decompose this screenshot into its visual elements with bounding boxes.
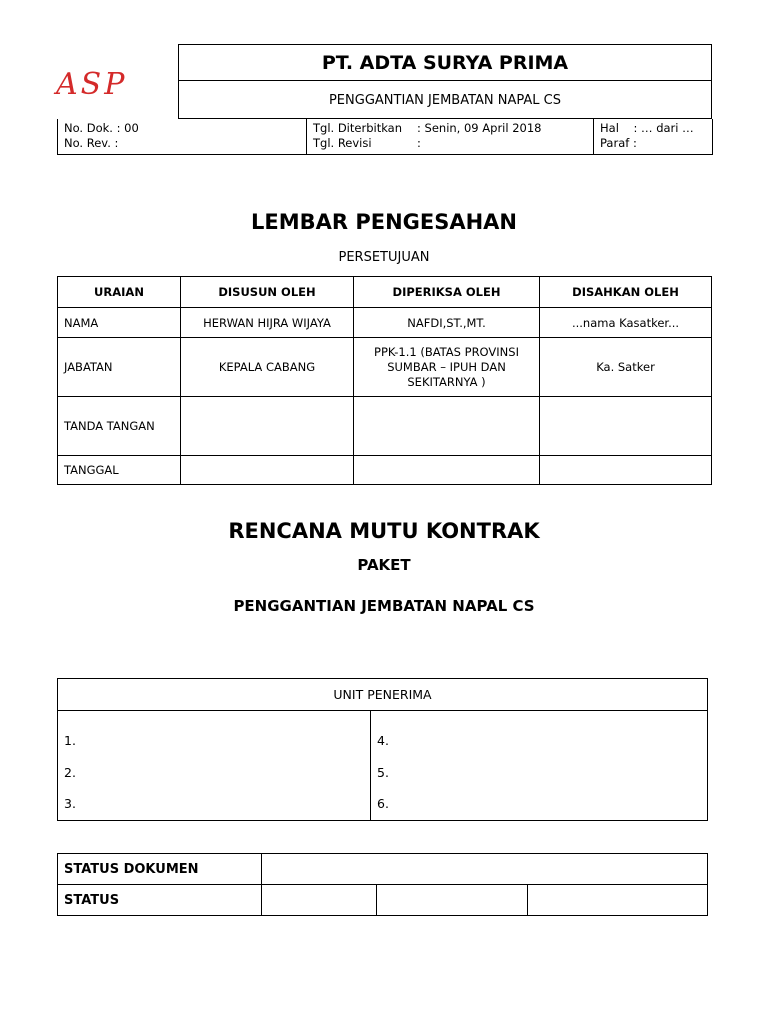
list-item: 1. — [64, 733, 76, 748]
table-row — [58, 885, 708, 916]
issued-label: Tgl. Diterbitkan — [313, 121, 402, 135]
document-header — [178, 44, 712, 119]
status-table — [57, 853, 708, 916]
recipient-header-row — [58, 679, 708, 711]
revision-label: Tgl. Revisi — [313, 136, 372, 150]
approval-table — [57, 276, 712, 485]
table-row — [58, 456, 712, 485]
company-logo — [56, 67, 178, 102]
recipient-left-column — [58, 711, 371, 821]
prepared-signature — [181, 397, 354, 456]
approval-header-row — [58, 277, 712, 308]
approval-subtitle: PERSETUJUAN — [338, 250, 430, 265]
approval-title: LEMBAR PENGESAHAN — [250, 210, 518, 234]
document-meta — [57, 119, 713, 155]
row-label: NAMA — [58, 308, 181, 338]
page-number: Hal : … dari … — [600, 121, 694, 135]
checked-name: NAFDI,ST.,MT. — [354, 308, 540, 338]
logo-text: ASP — [56, 67, 128, 102]
package-label: PAKET — [357, 556, 411, 574]
approved-name: ...nama Kasatker... — [540, 308, 712, 338]
rev-number: No. Rev. : — [64, 136, 119, 150]
prepared-name: HERWAN HIJRA WIJAYA — [181, 308, 354, 338]
doc-status-label: STATUS DOKUMEN — [58, 854, 262, 885]
company-name: PT. ADTA SURYA PRIMA — [179, 45, 711, 81]
list-item: 4. — [377, 733, 389, 748]
checked-signature — [354, 397, 540, 456]
checked-position: PPK-1.1 (BATAS PROVINSI SUMBAR – IPUH DAN SEKITARNYA ) — [354, 338, 540, 397]
initial-label: Paraf : — [600, 136, 637, 150]
approved-position: Ka. Satker — [540, 338, 712, 397]
list-item: 5. — [377, 764, 389, 780]
package-name: PENGGANTIAN JEMBATAN NAPAL CS — [233, 597, 535, 615]
recipient-right-column — [371, 711, 708, 821]
table-row — [58, 338, 712, 397]
revision-value: : — [417, 136, 421, 150]
row-label: JABATAN — [58, 338, 181, 397]
approved-signature — [540, 397, 712, 456]
checked-date — [354, 456, 540, 485]
header-prepared: DISUSUN OLEH — [181, 277, 354, 308]
meta-date-cell — [307, 119, 594, 154]
status-label: STATUS — [58, 885, 262, 916]
recipient-header: UNIT PENERIMA — [58, 679, 708, 711]
list-item: 3. — [64, 796, 76, 811]
status-value-3 — [528, 885, 708, 916]
table-row — [58, 308, 712, 338]
recipient-body-row — [58, 711, 708, 821]
approved-date — [540, 456, 712, 485]
meta-page-cell — [594, 119, 713, 154]
project-name: PENGGANTIAN JEMBATAN NAPAL CS — [328, 92, 562, 108]
list-item: 6. — [377, 796, 389, 811]
table-row — [58, 854, 708, 885]
list-item: 2. — [64, 764, 76, 780]
recipient-table — [57, 678, 708, 821]
doc-status-value — [262, 854, 708, 885]
issued-value: : Senin, 09 April 2018 — [417, 121, 542, 135]
row-label: TANGGAL — [58, 456, 181, 485]
header-approved: DISAHKAN OLEH — [540, 277, 712, 308]
plan-title: RENCANA MUTU KONTRAK — [228, 519, 540, 543]
meta-doc-cell — [58, 119, 307, 154]
header-uraian: URAIAN — [58, 277, 181, 308]
prepared-date — [181, 456, 354, 485]
status-value-2 — [377, 885, 528, 916]
prepared-position: KEPALA CABANG — [181, 338, 354, 397]
status-value-1 — [262, 885, 377, 916]
header-checked: DIPERIKSA OLEH — [354, 277, 540, 308]
row-label: TANDA TANGAN — [58, 397, 181, 456]
doc-number: No. Dok. : 00 — [64, 121, 139, 135]
table-row — [58, 397, 712, 456]
